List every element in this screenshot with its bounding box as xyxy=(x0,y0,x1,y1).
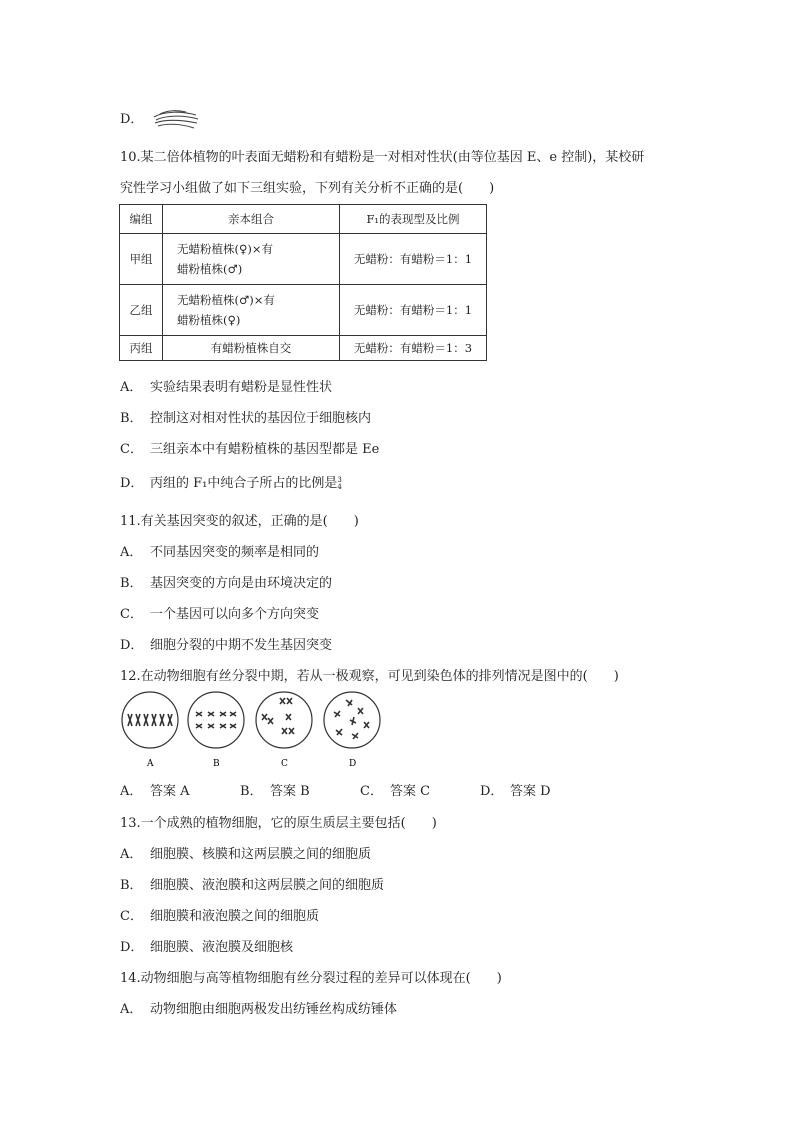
option-label: A． xyxy=(120,545,143,560)
option-label: A． xyxy=(120,1002,143,1017)
q13-option-d xyxy=(120,936,293,955)
q10-stem-line1: 10.某二倍体植物的叶表面无蜡粉和有蜡粉是一对相对性状(由等位基因 E、e 控制)，某校研 xyxy=(120,150,645,165)
table-row xyxy=(120,336,487,361)
q13-option-c xyxy=(120,905,319,924)
option-label: A． xyxy=(120,380,143,395)
q13-stem: 13.一个成熟的植物细胞，它的原生质层主要包括( ) xyxy=(120,816,437,831)
option-text: 答案 B xyxy=(270,784,310,799)
table-cell-result: 无蜡粉：有蜡粉＝1：3 xyxy=(340,336,487,361)
option-label: A． xyxy=(120,784,143,799)
option-label: C． xyxy=(120,442,143,457)
cell-c-diagram xyxy=(256,692,312,748)
table-cell-cross xyxy=(163,234,340,285)
option-text: 丙组的 F₁中纯合子所占的比例是 xyxy=(150,476,338,491)
q12-figure xyxy=(118,690,388,770)
option-text: 细胞膜、液泡膜和这两层膜之间的细胞质 xyxy=(150,878,385,893)
option-label: D． xyxy=(120,940,144,955)
option-text: 答案 C xyxy=(390,784,431,799)
table-cell-group: 甲组 xyxy=(120,234,163,285)
option-text: 基因突变的方向是由环境决定的 xyxy=(150,576,333,591)
q10-option-a xyxy=(120,376,332,395)
option-label: B． xyxy=(240,784,263,799)
table-cell-result: 无蜡粉：有蜡粉＝1：1 xyxy=(340,234,487,285)
q12-option-c xyxy=(360,780,480,799)
option-text: 不同基因突变的频率是相同的 xyxy=(150,545,320,560)
option-label: B． xyxy=(120,878,143,893)
option-label: D． xyxy=(120,638,144,653)
q10-stem-line2: 究性学习小组做了如下三组实验，下列有关分析不正确的是( ) xyxy=(120,181,495,196)
table-header-row xyxy=(120,205,487,234)
cross-line: 无蜡粉植株(♀)×有 xyxy=(177,242,274,256)
cell-label: C xyxy=(281,759,288,769)
table-header: 亲本组合 xyxy=(163,205,340,234)
cross-line: 蜡粉植株(♂) xyxy=(177,262,243,276)
option-text: 答案 A xyxy=(150,784,190,799)
q12-cell-diagrams xyxy=(118,690,388,770)
option-label: C． xyxy=(120,607,143,622)
option-label: D． xyxy=(120,112,144,127)
option-text: 三组亲本中有蜡粉植株的基因型都是 Ee xyxy=(150,442,380,457)
cell-b-diagram xyxy=(188,692,244,748)
option-text: 细胞膜、核膜和这两层膜之间的细胞质 xyxy=(150,847,372,862)
q12-option-b xyxy=(240,780,360,799)
q9-option-d xyxy=(120,108,200,131)
q11-stem: 11.有关基因突变的叙述，正确的是( ) xyxy=(120,514,359,529)
q13-option-a xyxy=(120,843,371,862)
option-text: 细胞分裂的中期不发生基因突变 xyxy=(150,638,333,653)
option-label: B． xyxy=(120,576,143,591)
option-label: C． xyxy=(360,784,383,799)
option-text: 答案 D xyxy=(510,784,551,799)
cross-line: 蜡粉植株(♀) xyxy=(177,313,241,327)
option-text: 动物细胞由细胞两极发出纺锤丝构成纺锤体 xyxy=(150,1002,398,1017)
cell-d-diagram xyxy=(324,692,380,748)
option-label: A． xyxy=(120,847,143,862)
option-label: D． xyxy=(120,476,144,491)
q12-options xyxy=(120,780,600,799)
table-cell-group: 乙组 xyxy=(120,285,163,336)
option-text: 实验结果表明有蜡粉是显性性状 xyxy=(150,380,333,395)
q12-stem: 12.在动物细胞有丝分裂中期，若从一极观察，可见到染色体的排列情况是图中的( ) xyxy=(120,669,619,684)
q14-stem: 14.动物细胞与高等植物细胞有丝分裂过程的差异可以体现在( ) xyxy=(120,971,502,986)
q12-option-a xyxy=(120,780,240,799)
option-label: C． xyxy=(120,909,143,924)
fraction-numerator: 3 xyxy=(337,475,342,484)
option-text: 细胞膜和液泡膜之间的细胞质 xyxy=(150,909,320,924)
table-cell-cross: 有蜡粉植株自交 xyxy=(163,336,340,361)
q11-option-b xyxy=(120,572,332,591)
fraction xyxy=(337,477,341,491)
cell-a-diagram xyxy=(122,692,178,748)
cell-label: A xyxy=(147,759,154,769)
cell-label: D xyxy=(349,759,357,769)
q14-option-a xyxy=(120,998,397,1017)
table-header: F₁的表现型及比例 xyxy=(340,205,487,234)
q9-option-d-figure xyxy=(152,109,200,131)
q11-option-d xyxy=(120,634,332,653)
option-text: 一个基因可以向多个方向突变 xyxy=(150,607,320,622)
table-cell-cross xyxy=(163,285,340,336)
q13-option-b xyxy=(120,874,384,893)
q10-option-c xyxy=(120,438,379,457)
q11-option-a xyxy=(120,541,319,560)
option-label: D． xyxy=(480,784,504,799)
table-cell-group: 丙组 xyxy=(120,336,163,361)
option-text: 控制这对相对性状的基因位于细胞核内 xyxy=(150,411,372,426)
q10-option-d xyxy=(120,472,342,491)
option-text: 细胞膜、液泡膜及细胞核 xyxy=(150,940,294,955)
table-row xyxy=(120,285,487,336)
fraction-denominator: 4 xyxy=(337,482,342,491)
q11-option-c xyxy=(120,603,319,622)
q12-option-d xyxy=(480,780,600,799)
table-header: 编组 xyxy=(120,205,163,234)
q10-option-b xyxy=(120,407,371,426)
table-cell-result: 无蜡粉：有蜡粉＝1：1 xyxy=(340,285,487,336)
option-label: B． xyxy=(120,411,143,426)
cross-line: 无蜡粉植株(♂)×有 xyxy=(177,293,275,307)
cell-label: B xyxy=(213,759,220,769)
table-row xyxy=(120,234,487,285)
q10-experiment-table xyxy=(119,204,487,361)
